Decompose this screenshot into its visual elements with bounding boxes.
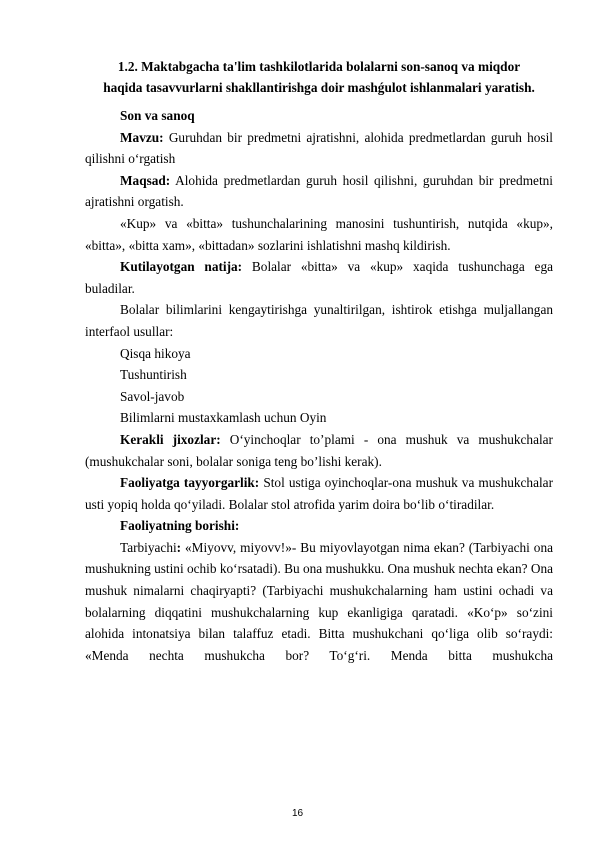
method-item: Qisqa hikoya: [120, 345, 191, 361]
maqsad-label: Maqsad:: [120, 172, 171, 188]
tayyorgarlik-paragraph: Faoliyatga tayyorgarlik: Stol ustiga oyinchoqlar-ona mushuk va mushukchalar usti yopiq holda qo‘yiladi. Bolalar stol atrofida yarim doira bo‘lib o‘tiradilar.: [85, 475, 554, 512]
method-item: Tushuntirish: [120, 367, 187, 383]
method-item: Bilimlarni mustaxkamlash uchun Oyin: [120, 410, 327, 426]
title-line-2: haqida tasavvurlarni shakllantirishga doir mashǵulot ishlanmalari yaratish.: [103, 80, 535, 95]
page-number: 16: [291, 808, 304, 819]
section-title: [79, 56, 559, 98]
tayyorgarlik-label: Faoliyatga tayyorgarlik:: [120, 475, 260, 491]
mavzu-label: Mavzu:: [120, 129, 164, 145]
borishi-label: Tarbiyachi: [120, 539, 177, 555]
mavzu-paragraph: Mavzu: Guruhdan bir predmetni ajratishni, alohida predmetlardan guruh hosil qilishni o‘rgatish: [85, 129, 553, 167]
borishi-paragraph: Tarbiyachi: «Miyovv, miyovv!»- Bu miyovlayotgan nima ekan? (Tarbiyachi ona mushukning ustini ochib ko‘rsatadi). Bu ona mushukku. Ona mushuk nechta ekan? Ona mushuk nimalarni chaqiryapti? (Tarbiyachi mushukchalarning ham ustini ochadi va bolalarning diqqatini mushukchalarning kup ekanligiga qaratadi. «Ko‘p» so‘zini alohida intonatsiya bilan talaffuz etadi. Bitta mushukchani qo‘liga olib so‘raydi: «Menda nechta mushukcha bor? To‘g‘ri. Menda bitta mushukcha: [85, 539, 553, 663]
jixozlar-label: Kerakli jixozlar:: [120, 431, 221, 447]
borishi-heading: Faoliyatning borishi:: [120, 518, 240, 534]
section-heading: Son va sanoq: [120, 108, 195, 123]
document-page: [85, 56, 553, 666]
jixozlar-paragraph: Kerakli jixozlar: O‘yinchoqlar to’plami - ona mushuk va mushukchalar (mushukchalar soni, bolalar soniga teng bo’lishi kerak).: [85, 431, 553, 469]
maqsad-paragraph: Maqsad: Alohida predmetlardan guruh hosil qilishni, guruhdan bir predmetni ajratishni orgatish.: [85, 172, 553, 210]
title-line-1: 1.2. Maktabgacha ta'lim tashkilotlarida bolalarni son-sanoq va miqdor: [117, 59, 521, 74]
method-item: Savol-javob: [120, 388, 185, 404]
natija-label: Kutilayotgan natija:: [120, 259, 243, 275]
methods-intro: Bolalar bilimlarini kengaytirishga yunaltirilgan, ishtirok etishga muljallangan interfaol usullar:: [85, 302, 553, 339]
kup-paragraph: «Kup» va «bitta» tushunchalarining manosini tushuntirish, nutqida «kup», «bitta», «bitta xam», «bittadan» sozlarini ishlatishni mashq kildirish.: [85, 215, 553, 253]
natija-paragraph: Kutilayotgan natija: Bolalar «bitta» va «kup» xaqida tushunchaga ega buladilar.: [85, 259, 553, 296]
